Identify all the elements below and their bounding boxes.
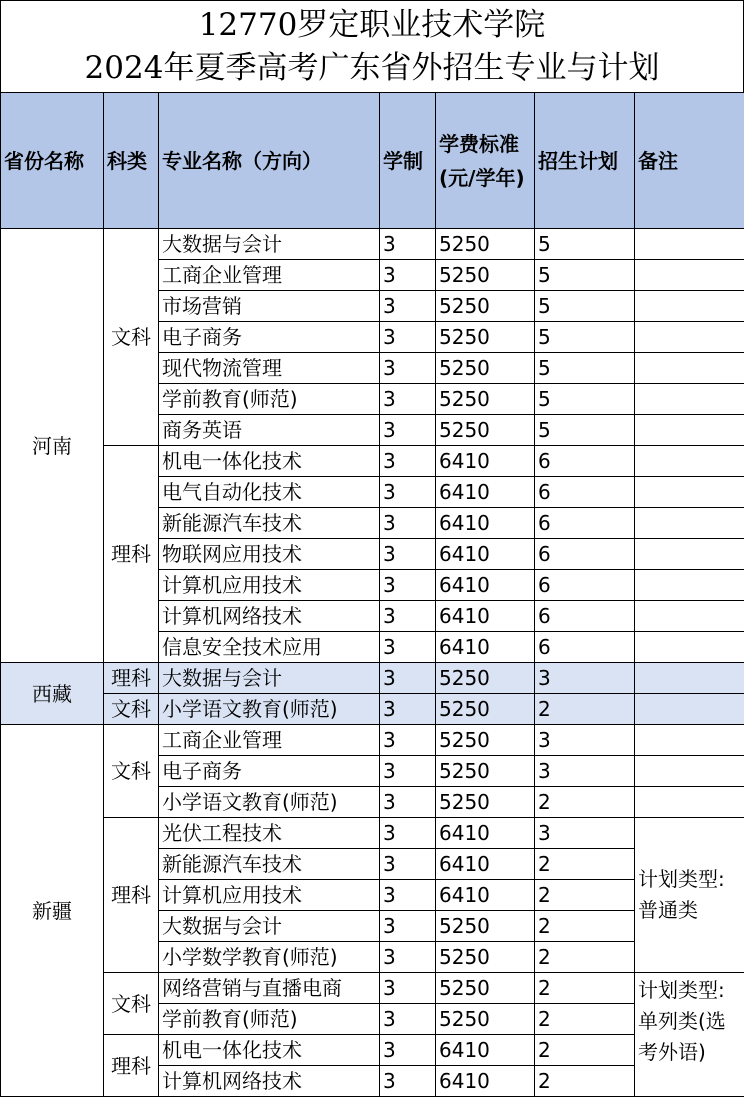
remark-cell — [635, 291, 744, 322]
fee-cell: 6410 — [436, 477, 535, 508]
remark-cell — [635, 787, 744, 818]
plan-cell: 2 — [535, 973, 635, 1004]
fee-cell: 5250 — [436, 353, 535, 384]
fee-cell: 5250 — [436, 415, 535, 446]
plan-cell: 5 — [535, 415, 635, 446]
table-row — [1, 663, 744, 694]
major-cell: 电子商务 — [159, 322, 380, 353]
plan-cell: 3 — [535, 725, 635, 756]
plan-cell: 6 — [535, 477, 635, 508]
major-cell: 网络营销与直播电商 — [159, 973, 380, 1004]
remark-cell — [635, 756, 744, 787]
years-cell: 3 — [380, 601, 436, 632]
table-row — [1, 725, 744, 756]
years-cell: 3 — [380, 353, 436, 384]
plan-cell: 5 — [535, 353, 635, 384]
major-cell: 小学语文教育(师范) — [159, 787, 380, 818]
major-cell: 小学语文教育(师范) — [159, 694, 380, 725]
fee-cell: 5250 — [436, 973, 535, 1004]
plan-cell: 5 — [535, 260, 635, 291]
header-province: 省份名称 — [1, 93, 104, 229]
major-cell: 电气自动化技术 — [159, 477, 380, 508]
table-row — [1, 818, 744, 849]
plan-cell: 5 — [535, 384, 635, 415]
fee-cell: 6410 — [436, 508, 535, 539]
fee-cell: 5250 — [436, 384, 535, 415]
remark-cell — [635, 539, 744, 570]
header-years: 学制 — [380, 93, 436, 229]
fee-cell: 6410 — [436, 539, 535, 570]
remark-cell — [635, 322, 744, 353]
remark-cell — [635, 601, 744, 632]
title-line-2: 2024年夏季高考广东省外招生专业与计划 — [84, 49, 660, 86]
years-cell: 3 — [380, 632, 436, 663]
fee-cell: 5250 — [436, 1004, 535, 1035]
fee-cell: 6410 — [436, 818, 535, 849]
major-cell: 学前教育(师范) — [159, 384, 380, 415]
remark-cell — [635, 508, 744, 539]
plan-cell: 6 — [535, 601, 635, 632]
major-cell: 计算机网络技术 — [159, 1066, 380, 1097]
table-row — [1, 446, 744, 477]
fee-cell: 5250 — [436, 756, 535, 787]
plan-cell: 6 — [535, 570, 635, 601]
major-cell: 商务英语 — [159, 415, 380, 446]
major-cell: 机电一体化技术 — [159, 1035, 380, 1066]
province-cell: 西藏 — [1, 663, 104, 725]
years-cell: 3 — [380, 1004, 436, 1035]
years-cell: 3 — [380, 973, 436, 1004]
remark-cell — [635, 446, 744, 477]
years-cell: 3 — [380, 260, 436, 291]
years-cell: 3 — [380, 570, 436, 601]
header-fee: 学费标准(元/学年) — [436, 93, 535, 229]
major-cell: 学前教育(师范) — [159, 1004, 380, 1035]
years-cell: 3 — [380, 1066, 436, 1097]
plan-cell: 3 — [535, 663, 635, 694]
major-cell: 大数据与会计 — [159, 663, 380, 694]
major-cell: 现代物流管理 — [159, 353, 380, 384]
fee-cell: 6410 — [436, 601, 535, 632]
fee-cell: 5250 — [436, 942, 535, 973]
years-cell: 3 — [380, 477, 436, 508]
fee-cell: 5250 — [436, 787, 535, 818]
document-title — [0, 0, 744, 92]
major-cell: 电子商务 — [159, 756, 380, 787]
fee-cell: 5250 — [436, 725, 535, 756]
province-cell: 新疆 — [1, 725, 104, 1097]
major-cell: 信息安全技术应用 — [159, 632, 380, 663]
category-cell: 理科 — [104, 446, 159, 663]
major-cell: 计算机网络技术 — [159, 601, 380, 632]
remark-cell — [635, 663, 744, 694]
major-cell: 计算机应用技术 — [159, 570, 380, 601]
fee-cell: 6410 — [436, 1035, 535, 1066]
major-cell: 新能源汽车技术 — [159, 508, 380, 539]
fee-cell: 5250 — [436, 911, 535, 942]
plan-cell: 2 — [535, 787, 635, 818]
plan-cell: 6 — [535, 632, 635, 663]
plan-cell: 5 — [535, 229, 635, 260]
major-cell: 机电一体化技术 — [159, 446, 380, 477]
remark-cell — [635, 570, 744, 601]
remark-cell — [635, 260, 744, 291]
table-row — [1, 973, 744, 1004]
remark-cell — [635, 229, 744, 260]
table-row — [1, 229, 744, 260]
plan-cell: 2 — [535, 880, 635, 911]
fee-cell: 5250 — [436, 322, 535, 353]
plan-cell: 2 — [535, 942, 635, 973]
major-cell: 大数据与会计 — [159, 229, 380, 260]
plan-cell: 3 — [535, 818, 635, 849]
plan-cell: 3 — [535, 756, 635, 787]
remark-cell — [635, 477, 744, 508]
fee-cell: 6410 — [436, 880, 535, 911]
category-cell: 文科 — [104, 973, 159, 1035]
years-cell: 3 — [380, 229, 436, 260]
fee-cell: 6410 — [436, 1066, 535, 1097]
years-cell: 3 — [380, 322, 436, 353]
years-cell: 3 — [380, 725, 436, 756]
category-cell: 理科 — [104, 818, 159, 973]
major-cell: 工商企业管理 — [159, 725, 380, 756]
remark-cell — [635, 632, 744, 663]
remark-cell — [635, 725, 744, 756]
years-cell: 3 — [380, 1035, 436, 1066]
years-cell: 3 — [380, 756, 436, 787]
header-remark: 备注 — [635, 93, 744, 229]
plan-cell: 2 — [535, 1066, 635, 1097]
years-cell: 3 — [380, 911, 436, 942]
fee-cell: 5250 — [436, 260, 535, 291]
years-cell: 3 — [380, 446, 436, 477]
years-cell: 3 — [380, 849, 436, 880]
fee-cell: 6410 — [436, 446, 535, 477]
enrollment-plan-table — [0, 92, 744, 1097]
fee-cell: 6410 — [436, 849, 535, 880]
remark-cell — [635, 384, 744, 415]
header-row — [1, 93, 744, 229]
major-cell: 新能源汽车技术 — [159, 849, 380, 880]
category-cell: 文科 — [104, 725, 159, 818]
major-cell: 物联网应用技术 — [159, 539, 380, 570]
major-cell: 大数据与会计 — [159, 911, 380, 942]
fee-cell: 5250 — [436, 229, 535, 260]
major-cell: 市场营销 — [159, 291, 380, 322]
remark-cell — [635, 353, 744, 384]
years-cell: 3 — [380, 291, 436, 322]
header-category: 科类 — [104, 93, 159, 229]
title-line-1: 12770罗定职业技术学院 — [198, 6, 546, 43]
fee-cell: 6410 — [436, 570, 535, 601]
years-cell: 3 — [380, 694, 436, 725]
table-row — [1, 694, 744, 725]
plan-cell: 2 — [535, 694, 635, 725]
category-cell: 文科 — [104, 694, 159, 725]
years-cell: 3 — [380, 539, 436, 570]
fee-cell: 5250 — [436, 694, 535, 725]
plan-cell: 6 — [535, 446, 635, 477]
header-major: 专业名称（方向） — [159, 93, 380, 229]
fee-cell: 5250 — [436, 663, 535, 694]
plan-cell: 6 — [535, 539, 635, 570]
years-cell: 3 — [380, 384, 436, 415]
plan-cell: 2 — [535, 849, 635, 880]
fee-cell: 5250 — [436, 291, 535, 322]
plan-cell: 6 — [535, 508, 635, 539]
plan-cell: 2 — [535, 1035, 635, 1066]
province-cell: 河南 — [1, 229, 104, 663]
years-cell: 3 — [380, 508, 436, 539]
years-cell: 3 — [380, 415, 436, 446]
major-cell: 工商企业管理 — [159, 260, 380, 291]
years-cell: 3 — [380, 787, 436, 818]
plan-cell: 5 — [535, 322, 635, 353]
plan-cell: 2 — [535, 911, 635, 942]
major-cell: 计算机应用技术 — [159, 880, 380, 911]
years-cell: 3 — [380, 880, 436, 911]
category-cell: 理科 — [104, 1035, 159, 1097]
remark-cell — [635, 415, 744, 446]
category-cell: 理科 — [104, 663, 159, 694]
years-cell: 3 — [380, 663, 436, 694]
fee-cell: 6410 — [436, 632, 535, 663]
plan-cell: 2 — [535, 1004, 635, 1035]
header-plan: 招生计划 — [535, 93, 635, 229]
major-cell: 光伏工程技术 — [159, 818, 380, 849]
remark-cell — [635, 694, 744, 725]
major-cell: 小学数学教育(师范) — [159, 942, 380, 973]
table-row — [1, 1035, 744, 1066]
category-cell: 文科 — [104, 229, 159, 446]
remark-plan-type-general: 计划类型:普通类 — [635, 818, 744, 973]
plan-cell: 5 — [535, 291, 635, 322]
years-cell: 3 — [380, 818, 436, 849]
years-cell: 3 — [380, 942, 436, 973]
remark-plan-type-separate: 计划类型:单列类(选考外语) — [635, 973, 744, 1097]
